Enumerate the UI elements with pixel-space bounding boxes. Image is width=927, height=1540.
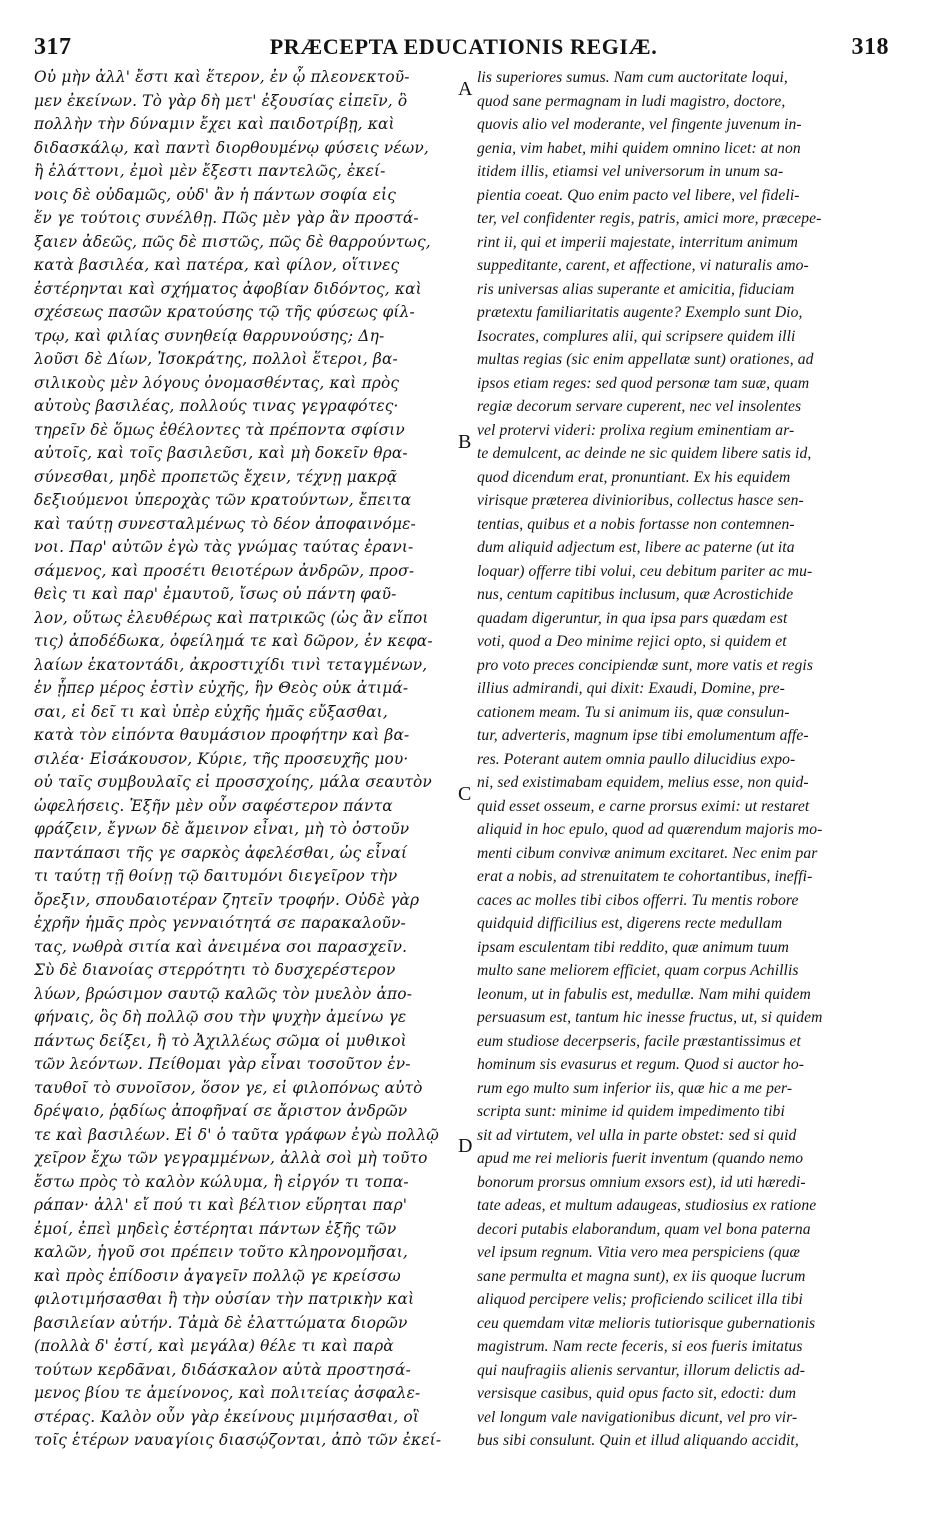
- greek-text-line: τι ταύτῃ τῇ θοίνῃ τῷ δαιτυμόνι διεγεῖρον τὴν: [34, 867, 398, 885]
- latin-text-line: rint ii, qui et imperii majestate, interritum animum: [477, 233, 798, 251]
- greek-text-line: μεν ἐκείνων. Τὸ γὰρ δὴ μετ' ἐξουσίας εἰπεῖν, ὃ: [34, 91, 408, 110]
- latin-text-line: loquar) offerre tibi volui, ceu debitum pariter ac mu-: [477, 562, 813, 580]
- latin-text-line: regiæ decorum servare cuperent, nec vel insolentes: [477, 398, 802, 415]
- greek-text-line: κατὰ τὸν εἰπόντα θαυμάσιον προφήτην καὶ βα-: [34, 726, 410, 744]
- greek-text-line: ἐστέρηνται καὶ σχήματος ἀφοβίαν διδόντος, καὶ: [34, 279, 422, 298]
- latin-text-line: quovis alio vel moderante, vel fingente juvenum in-: [477, 116, 802, 133]
- latin-text-line: magistrum. Nam recte feceris, si eos fueris imitatus: [477, 1338, 803, 1355]
- latin-text-line: nus, centum capitibus inclusum, quæ Acrostichide: [477, 586, 794, 603]
- latin-text-line: scripta sunt: minime id quidem impedimento tibi: [477, 1103, 785, 1120]
- greek-text-line: σύνεσθαι, μηδὲ προπετῶς ἔχειν, τέχνῃ μακρᾷ: [34, 467, 398, 486]
- latin-text-line: ipsam esculentam tibi reddito, quæ animum tuum: [477, 938, 789, 956]
- greek-text-line: ἢ ἐλάττονι, ἐμοὶ μὲν ἔξεστι παντελῶς, ἐκεί-: [34, 162, 386, 180]
- greek-text-line: φιλοτιμήσασθαι ἢ τὴν οὐσίαν τὴν πατρικὴν καὶ: [34, 1290, 415, 1308]
- latin-text-line: genia, vim habet, mihi quidem omnino licet: at non: [477, 139, 801, 157]
- latin-text-line: tur, adverteris, magnum ipse tibi emolumentum affe-: [477, 727, 809, 744]
- latin-text-column: [477, 66, 893, 1453]
- greek-text-line: φράζειν, ἔγνων δὲ ἄμεινον εἶναι, μὴ τὸ ὀστοῦν: [34, 820, 410, 838]
- greek-text-line: νοις δὲ οὐδαμῶς, οὐδ' ἂν ἡ πάντων σοφία εἰς: [34, 185, 396, 204]
- greek-text-line: ἕν γε τούτοις συνέλθῃ. Πῶς μὲν γὰρ ἂν προστά-: [34, 209, 419, 227]
- latin-text-line: pro voto preces concipiendæ sunt, more vatis et regis: [477, 656, 814, 674]
- greek-text-line: λύων, βρώσιμον σαυτῷ καλῶς τὸν μυελὸν ἀπο-: [34, 984, 413, 1003]
- latin-text-line: bonorum prorsus omnium exsors est), id uti hæredi-: [477, 1173, 806, 1191]
- greek-text-line: τε καὶ βασιλέων. Εἰ δ' ὁ ταῦτα γράφων ἐγὼ πολλῷ: [34, 1125, 439, 1144]
- latin-text-line: quod dicendum erat, pronuntiant. Ex his equidem: [477, 468, 791, 486]
- greek-text-line: ὠφελήσεις. Ἐξῆν μὲν οὖν σαφέστερον πάντα: [34, 796, 393, 815]
- section-marker-c: C: [458, 783, 472, 805]
- latin-text-line: multas regias (sic enim appellatæ sunt) orationes, ad: [477, 351, 814, 368]
- greek-text-line: βασιλείαν αὐτήν. Τἀμὰ δὲ ἐλαττώματα διορῶν: [34, 1313, 408, 1332]
- greek-text-line: ράπαν· ἀλλ' εἴ πού τι καὶ βέλτιον εὕρηται παρ': [34, 1196, 408, 1214]
- greek-text-line: φήναις, ὃς δὴ πολλῷ σου τὴν ψυχὴν ἀμείνω γε: [34, 1008, 407, 1026]
- greek-text-line: σχέσεως πασῶν κρατούσης τῷ τῆς φύσεως φίλ-: [34, 303, 415, 321]
- latin-text-line: quid esset osseum, e carne prorsus eximi: ut restaret: [477, 797, 810, 815]
- greek-text-line: τρῳ, καὶ φιλίας συνηθείᾳ θαρρυνούσης; Δη-: [34, 326, 385, 345]
- latin-text-line: leonum, ut in fabulis est, medullæ. Nam mihi quidem: [477, 985, 811, 1003]
- greek-text-line: τῶν λεόντων. Πείθομαι γὰρ εἶναι τοσοῦτον ἐν-: [34, 1055, 411, 1073]
- latin-text-line: erat a nobis, ad strenuitatem te cohortantibus, ineffi-: [477, 868, 813, 885]
- greek-text-line: σιλικοὺς μὲν λόγους ὀνομασθέντας, καὶ πρὸς: [34, 373, 400, 392]
- latin-text-line: ipsos etiam reges: sed quod personæ tam suæ, quam: [477, 374, 810, 392]
- latin-text-line: sane permulta et magna sunt), ex iis quoque lucrum: [477, 1267, 806, 1285]
- latin-text-line: vel ipsum regnum. Vitia vero mea perspiciens (quæ: [477, 1244, 801, 1261]
- greek-text-line: τηρεῖν δὲ ὅμως ἐθέλοντες τὰ πρέποντα σφίσιν: [34, 420, 405, 439]
- latin-text-line: tate adeas, et multum adaugeas, studiosius ex ratione: [477, 1197, 817, 1214]
- latin-text-line: bus sibi consulunt. Quin et illud aliquando accidit,: [477, 1432, 799, 1449]
- page-number-right: 318: [851, 34, 889, 60]
- greek-text-line: λον, οὕτως ἐλευθέρως καὶ πατρικῶς (ὡς ἂν εἴποι: [34, 608, 429, 627]
- latin-text-line: illius admirandi, qui dixit: Exaudi, Domine, pre-: [477, 680, 785, 697]
- page-number-left: 317: [34, 34, 72, 60]
- latin-text-line: vel protervi videri: prolixa regium eminentiam ar-: [477, 421, 795, 439]
- section-marker-a: A: [458, 78, 473, 100]
- latin-text-line: res. Poterant autem omnia paullo dilucidius expo-: [477, 750, 796, 768]
- running-header: [0, 30, 927, 66]
- greek-text-line: δρέψαιο, ῥᾳδίως ἀποφῆναί σε ἄριστον ἀνδρῶν: [34, 1102, 408, 1120]
- latin-text-line: vel longum vale navigationibus dicunt, vel pro vir-: [477, 1408, 798, 1426]
- greek-text-line: πολλὴν τὴν δύναμιν ἔχει καὶ παιδοτρίβῃ, καὶ: [34, 115, 395, 133]
- latin-text-line: ter, vel confidenter regis, patris, amici more, præcepe-: [477, 210, 822, 227]
- latin-text-line: prætextu familiaritatis augente? Exemplo sunt Dio,: [477, 304, 803, 321]
- latin-text-line: aliquid in hoc epulo, quod ad quærendum majoris mo-: [477, 821, 823, 838]
- greek-text-line: καὶ πρὸς ἐπίδοσιν ἀγαγεῖν πολλῷ γε κρείσσω: [34, 1266, 401, 1285]
- greek-text-line: ταυθοῖ τὸ συνοῖσον, ὅσον γε, εἰ φιλοπόνως αὐτὸ: [34, 1078, 423, 1097]
- latin-text-line: te demulcent, ac deinde ne sic quidem libere satis id,: [477, 445, 812, 462]
- greek-text-line: τις) ἀποδέδωκα, ὀφείλημά τε καὶ δῶρον, ἐν κεφα-: [34, 632, 433, 650]
- running-title: PRÆCEPTA EDUCATIONIS REGIÆ.: [269, 34, 658, 59]
- greek-text-line: ἐμοί, ἐπεὶ μηδεὶς ἐστέρηται πάντων ἑξῆς τῶν: [34, 1219, 397, 1238]
- greek-text-line: μενος βίου τε ἀμείνονος, καὶ πολιτείας ἀσφαλε-: [34, 1384, 421, 1402]
- latin-text-line: rum ego multo sum inferior iis, quæ hic a me per-: [477, 1079, 793, 1097]
- greek-text-line: ἔστω πρὸς τὸ καλὸν κώλυμα, ἢ εἰργόν τι τοπα-: [34, 1172, 409, 1191]
- greek-text-line: λαίων ἑκατοντάδι, ἀκροστιχίδι τινὶ τεταγμένων,: [34, 655, 428, 674]
- greek-text-line: δεξιούμενοι ὑπεροχὰς τῶν κρατούντων, ἔπειτα: [34, 491, 412, 509]
- greek-text-line: οὐ ταῖς συμβουλαῖς εἰ προσσχοίης, μάλα σεαυτὸν: [34, 773, 432, 791]
- latin-text-line: versisque casibus, quid opus facto sit, edocti: dum: [477, 1385, 797, 1402]
- greek-text-line: πάντως δείξει, ἢ τὸ Ἀχιλλέως σῶμα οἱ μυθικοὶ: [34, 1031, 407, 1050]
- greek-text-line: Οὐ μὴν ἀλλ' ἔστι καὶ ἕτερον, ἐν ᾧ πλεονεκτοῦ-: [34, 68, 410, 86]
- greek-text-line: (πολλὰ δ' ἐστί, καὶ μεγάλα) θέλε τι καὶ παρὰ: [34, 1337, 394, 1355]
- section-marker-b: B: [458, 431, 472, 453]
- latin-text-line: lis superiores sumus. Nam cum auctoritate loqui,: [477, 69, 788, 86]
- latin-text-line: hominum sis evasurus et regum. Quod si auctor ho-: [477, 1056, 805, 1073]
- greek-text-line: λοῦσι δὲ Δίων, Ἰσοκράτης, πολλοὶ ἕτεροι, βα-: [34, 350, 398, 368]
- section-marker-d: D: [458, 1135, 473, 1157]
- latin-text-line: eum studiose decerpseris, facile præstantissimus et: [477, 1032, 801, 1050]
- greek-text-column: [34, 66, 454, 1453]
- latin-text-line: Isocrates, complures alii, qui scripsere quidem illi: [477, 327, 796, 345]
- greek-text-line: κατὰ βασιλέα, καὶ πατέρα, καὶ φίλον, οἵτινες: [34, 256, 400, 274]
- latin-text-line: voti, quod a Deo minime rejici opto, si quidem et: [477, 633, 787, 650]
- greek-text-line: ἐν ᾗπερ μέρος ἐστὶν εὐχῆς, ἣν Θεὸς οὐκ ἀτιμά-: [34, 679, 409, 697]
- greek-text-line: Σὺ δὲ διανοίας στερρότητι τὸ δυσχερέστερον: [34, 961, 396, 979]
- greek-text-line: παντάπασι τῆς γε σαρκὸς ἀφελέσθαι, ὡς εἶναί: [34, 843, 408, 862]
- greek-text-line: τούτων κερδᾶναι, διδάσκαλον αὐτὰ προστησά-: [34, 1360, 411, 1379]
- greek-text-line: αὐτοὺς βασιλέας, πολλούς τινας γεγραφότες·: [34, 397, 399, 415]
- latin-text-line: quadam digeruntur, in qua ipsa pars quædam est: [477, 609, 788, 627]
- greek-text-line: σιλέα· Εἰσάκουσον, Κύριε, τῆς προσευχῆς μου·: [34, 749, 409, 768]
- greek-text-line: νοι. Παρ' αὐτῶν ἐγὼ τὰς γνώμας ταύτας ἐρανι-: [34, 538, 414, 556]
- greek-text-line: χεῖρον ἔχω τῶν γεγραμμένων, ἀλλὰ σοὶ μὴ τοῦτο: [34, 1149, 428, 1167]
- latin-text-line: decori putabis elaborandum, quam vel bona paterna: [477, 1220, 811, 1238]
- latin-text-line: quod sane permagnam in ludi magistro, doctore,: [477, 92, 786, 110]
- latin-text-line: quidquid difficilius est, digerens recte medullam: [477, 915, 783, 932]
- latin-text-line: tentias, quibus et a nobis fortasse non contemnen-: [477, 515, 795, 533]
- latin-text-line: caces ac molles tibi cibos offerri. Tu mentis robore: [477, 891, 799, 909]
- greek-text-line: ἐχρῆν ἡμᾶς πρὸς γενναιότητά σε παρακαλοῦν-: [34, 914, 406, 932]
- latin-text-line: aliquod percipere velis; proficiendo scilicet illa tibi: [477, 1291, 803, 1308]
- latin-text-line: ni, sed existimabam equidem, melius esse, non quid-: [477, 774, 809, 791]
- latin-text-line: persuasum est, tantum hic inesse fructus, ut, si quidem: [477, 1009, 823, 1026]
- latin-text-line: pientia coeat. Quo enim pacto vel libere, vel fideli-: [477, 186, 800, 204]
- latin-text-line: dum aliquid adjectum est, libere ac paterne (ut ita: [477, 539, 795, 556]
- greek-text-line: καὶ ταύτῃ συνεσταλμένως τὸ δέον ἀποφαινόμε-: [34, 514, 416, 533]
- greek-text-line: τας, νωθρὰ σιτία καὶ ἀνειμένα σοι παρασχεῖν.: [34, 937, 408, 956]
- latin-text-line: sit ad virtutem, vel ulla in parte obstet: sed si quid: [477, 1126, 797, 1144]
- greek-text-line: διδασκάλῳ, καὶ παντὶ διορθουμένῳ φύσεις νέων,: [34, 138, 429, 157]
- latin-text-line: ris universas alias superante et amicitia, fiduciam: [477, 280, 795, 298]
- greek-text-line: ξαιεν ἀδεῶς, πῶς δὲ πιστῶς, πῶς δὲ θαρρούντως,: [34, 232, 431, 251]
- greek-text-line: καλῶν, ἡγοῦ σοι πρέπειν τοῦτο κληρονομῆσαι,: [34, 1243, 408, 1261]
- greek-text-line: σαι, εἰ δεῖ τι καὶ ὑπὲρ εὐχῆς ἡμᾶς εὔξασθαι,: [34, 702, 388, 721]
- latin-text-line: itidem illis, etiamsi vel universorum in unum sa-: [477, 163, 784, 180]
- latin-text-line: virisque præterea divinioribus, collectus hasce sen-: [477, 492, 804, 509]
- greek-text-line: σάμενος, καὶ προσέτι θειοτέρων ἀνδρῶν, προσ-: [34, 561, 415, 580]
- greek-text-line: ὄρεξιν, σπουδαιοτέραν ζητεῖν τροφήν. Οὐδὲ γὰρ: [34, 890, 420, 909]
- latin-text-line: multo sane meliorem efficiet, quam corpus Achillis: [477, 962, 799, 979]
- greek-text-line: στέρας. Καλὸν οὖν γὰρ ἐκείνους μιμήσασθαι, οἳ: [34, 1407, 420, 1426]
- latin-text-line: suppeditante, carent, et affectione, vi naturalis amo-: [477, 257, 809, 274]
- latin-text-line: apud me rei melioris fuerit inventum (quando nemo: [477, 1150, 804, 1167]
- latin-text-line: cationem meam. Tu si animum iis, quæ consulun-: [477, 703, 790, 721]
- latin-text-line: menti cibum convivæ animum excitaret. Nec enim par: [477, 844, 818, 862]
- latin-text-line: ceu quemdam vitæ melioris tutiorisque gubernationis: [477, 1314, 816, 1332]
- greek-text-line: θεὶς τι καὶ παρ' ἐμαυτοῦ, ἴσως οὐ πάντη φαῦ-: [34, 585, 397, 603]
- latin-text-line: qui naufragiis alienis servantur, illorum delictis ad-: [477, 1361, 806, 1379]
- greek-text-line: τοῖς ἑτέρων ναυαγίοις διασῴζονται, ἀπὸ τῶν ἐκεί-: [34, 1431, 442, 1449]
- greek-text-line: αὐτοῖς, καὶ τοῖς βασιλεῦσι, καὶ μὴ δοκεῖν θρα-: [34, 444, 408, 462]
